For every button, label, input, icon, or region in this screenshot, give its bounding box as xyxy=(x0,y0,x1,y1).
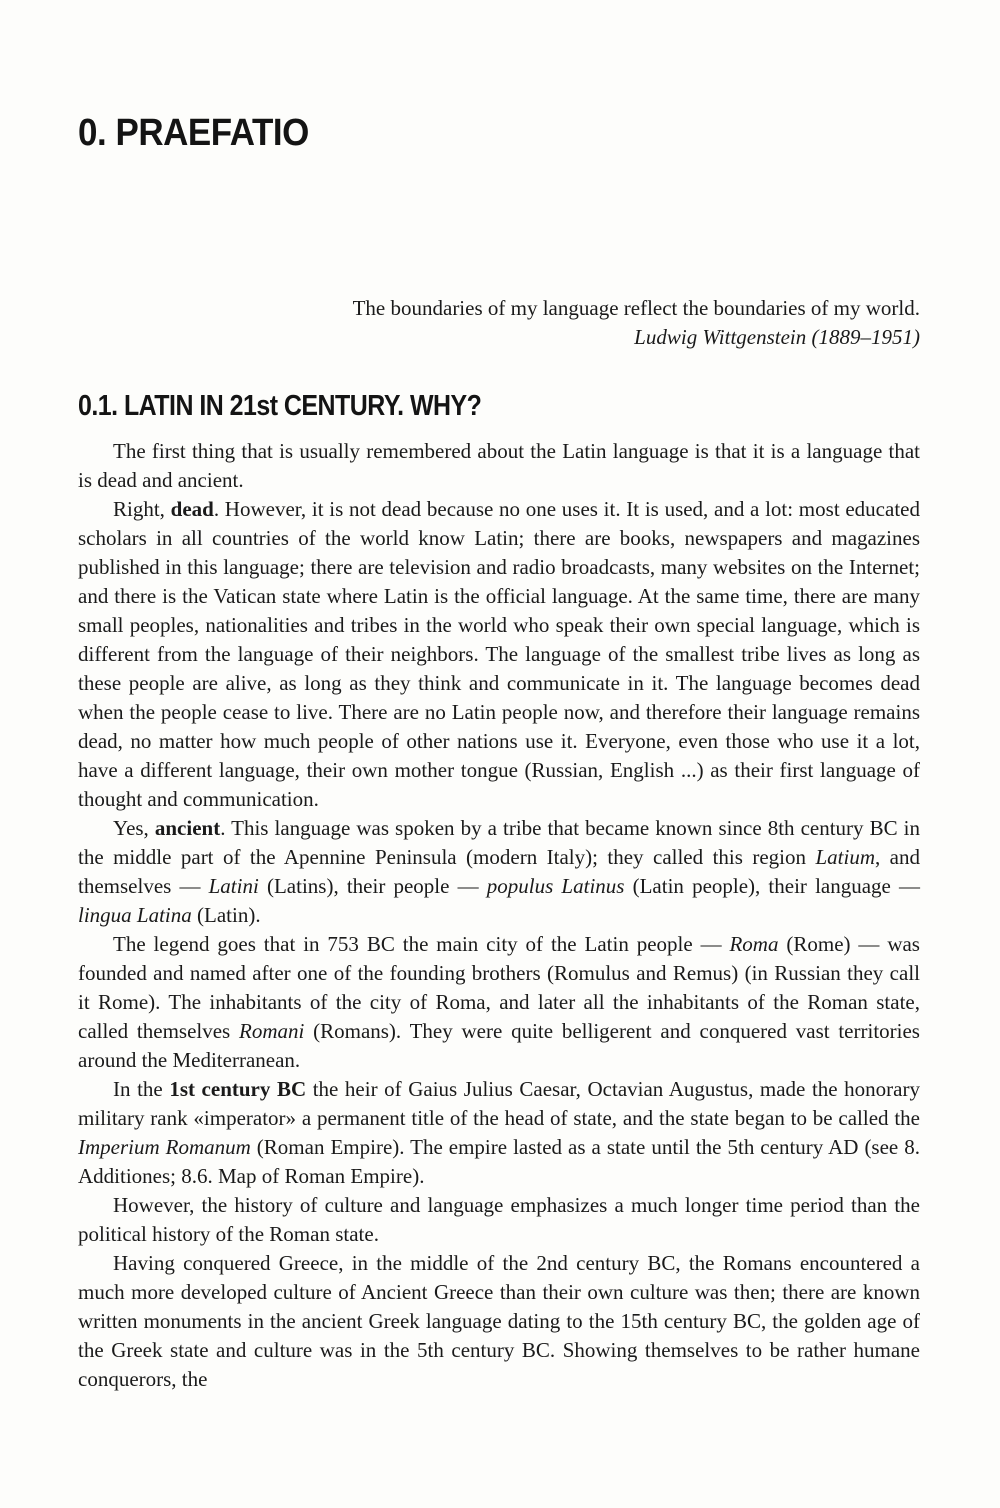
emphasis-bold: 1st century BC xyxy=(169,1077,307,1101)
paragraph: Having conquered Greece, in the middle of the 2nd century BC, the Romans encountered a much more developed culture of Ancient Greece than their own culture was then; there are known written monuments in the ancient Greek language dating to the 15th century BC, the golden age of the Greek state and culture was in the 5th century BC. Showing themselves to be rather humane conquerors, the xyxy=(78,1251,920,1391)
paragraph: The first thing that is usually remembered about the Latin language is that it is a language that is dead and ancient. xyxy=(78,439,920,492)
chapter-title: 0. PRAEFATIO xyxy=(78,112,309,154)
latin-term: Roma xyxy=(729,932,779,956)
latin-term: Imperium Romanum xyxy=(78,1135,251,1159)
section-title: 0.1. LATIN IN 21st CENTURY. WHY? xyxy=(78,390,482,422)
paragraph: Right, dead. However, it is not dead because no one uses it. It is used, and a lot: most educated scholars in all countries of the world know Latin; there are books, newspapers and magazines published in this language; there are television and radio broadcasts, many websites on the Internet; and there is the Vatican state where Latin is the official language. At the same time, there are many small peoples, nationalities and tribes in the world who speak their own special language, which is different from the language of their neighbors. The language of the smallest tribe lives as long as these people are alive, as long as they think and communicate in it. The language becomes dead when the people cease to live. There are no Latin people now, and therefore their language remains dead, no matter how much people of other nations use it. Everyone, even those who use it a lot, have a different language, their own mother tongue (Russian, English ...) as their first language of thought and communication. xyxy=(78,497,920,811)
latin-term: lingua Latina xyxy=(78,903,192,927)
emphasis-bold: ancient xyxy=(154,816,221,840)
paragraph: The legend goes that in 753 BC the main city of the Latin people — Roma (Rome) — was founded and named after one of the founding brothers (Romulus and Remus) (in Russian they call it Rome). The inhabitants of the city of Roma, and later all the inhabitants of the Roman state, called themselves Romani (Romans). They were quite belligerent and conquered vast territories around the Mediterranean. xyxy=(78,932,920,1072)
paragraph: However, the history of culture and language emphasizes a much longer time period than the political history of the Roman state. xyxy=(78,1193,920,1246)
paragraph: Yes, ancient. This language was spoken by a tribe that became known since 8th century BC in the middle part of the Apennine Peninsula (modern Italy); they called this region Latium, and themselves — Latini (Latins), their people — populus Latinus (Latin people), their language — lingua Latina (Latin). xyxy=(78,816,921,927)
latin-term: Latini xyxy=(208,874,259,898)
epigraph-author: Ludwig Wittgenstein (1889–1951) xyxy=(634,325,920,349)
paragraph: In the 1st century BC the heir of Gaius Julius Caesar, Octavian Augustus, made the honorary military rank «imperator» a permanent title of the head of state, and the state began to be called the Imperium Romanum (Roman Empire). The empire lasted as a state until the 5th century AD (see 8. Additiones; 8.6. Map of Roman Empire). xyxy=(78,1077,920,1188)
emphasis-bold: dead xyxy=(170,497,214,521)
latin-term: populus Latinus xyxy=(486,874,625,898)
epigraph xyxy=(353,294,920,352)
body-text xyxy=(78,437,920,1394)
latin-term: Latium xyxy=(815,845,875,869)
latin-term: Romani xyxy=(239,1019,305,1043)
epigraph-quote: The boundaries of my language reflect the boundaries of my world. xyxy=(352,296,920,320)
